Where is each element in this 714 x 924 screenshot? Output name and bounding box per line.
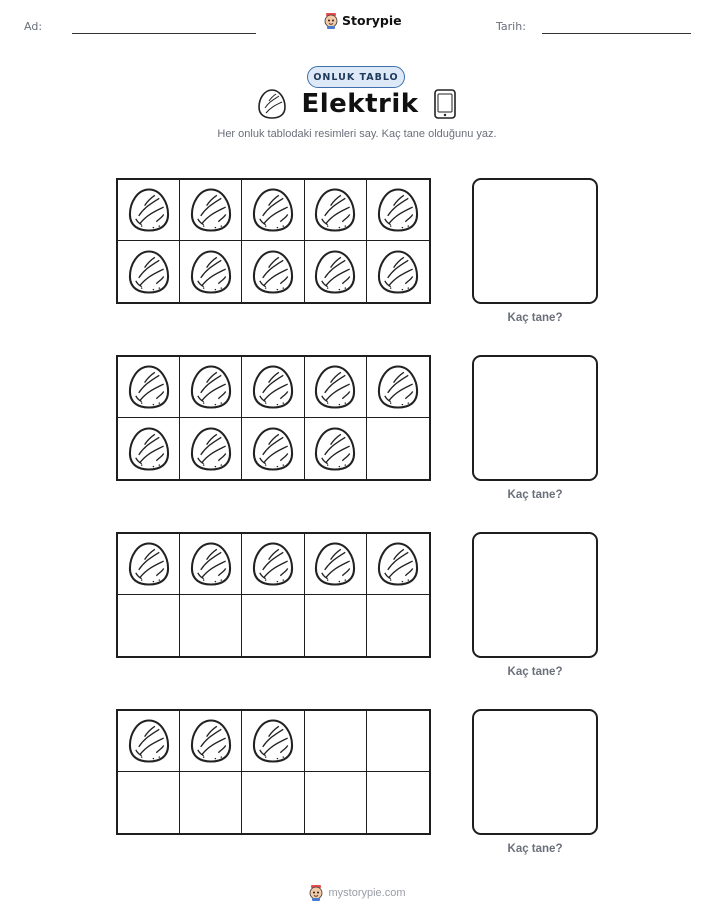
rock-icon	[127, 540, 171, 588]
ten-frame-cell	[305, 772, 367, 833]
ten-frame-cell	[367, 180, 429, 241]
rock-icon	[127, 363, 171, 411]
storypie-mascot-icon	[308, 884, 324, 901]
ten-frame	[116, 709, 431, 835]
answer-label: Kaç tane?	[507, 843, 563, 855]
ten-frame-cell	[242, 357, 304, 418]
name-line[interactable]	[72, 33, 256, 34]
rock-icon	[376, 540, 420, 588]
rock-icon	[189, 363, 233, 411]
ten-frame-cell	[367, 534, 429, 595]
rock-icon	[127, 425, 171, 473]
ten-frame-cell	[118, 418, 180, 479]
ten-frame-cell	[305, 180, 367, 241]
date-label: Tarih:	[496, 20, 526, 33]
ten-frame-cell	[118, 595, 180, 656]
rock-icon	[189, 248, 233, 296]
ten-frame-cell	[242, 711, 304, 772]
ten-frame-cell	[367, 241, 429, 302]
answer-box[interactable]	[472, 178, 598, 304]
storypie-mascot-icon	[323, 12, 339, 29]
ten-frame-cell	[242, 772, 304, 833]
ten-frame-cell	[180, 241, 242, 302]
rock-icon	[127, 717, 171, 765]
rock-icon	[189, 186, 233, 234]
rock-icon	[251, 363, 295, 411]
brand	[323, 12, 402, 29]
rock-icon	[313, 363, 357, 411]
rock-icon	[251, 186, 295, 234]
rock-icon	[189, 540, 233, 588]
rock-icon	[251, 425, 295, 473]
ten-frame-cell	[242, 180, 304, 241]
ten-frame-cell	[118, 711, 180, 772]
ten-frame-cell	[118, 180, 180, 241]
rock-icon	[313, 248, 357, 296]
ten-frame-cell	[305, 711, 367, 772]
ten-frame-cell	[367, 418, 429, 479]
ten-frame-cell	[118, 357, 180, 418]
ten-frame-cell	[242, 418, 304, 479]
ten-frame-cell	[305, 418, 367, 479]
rock-icon	[313, 425, 357, 473]
rock-icon	[251, 248, 295, 296]
ten-frame-cell	[242, 534, 304, 595]
ten-frame	[116, 178, 431, 304]
ten-frame-cell	[367, 357, 429, 418]
ten-frame-cell	[180, 595, 242, 656]
ten-frame-cell	[180, 711, 242, 772]
rock-icon	[376, 186, 420, 234]
ten-frame-cell	[180, 180, 242, 241]
ten-frame-cell	[242, 241, 304, 302]
answer-label: Kaç tane?	[507, 666, 563, 678]
answer-box[interactable]	[472, 532, 598, 658]
ten-frame-cell	[180, 772, 242, 833]
worksheet-type-badge: ONLUK TABLO	[307, 66, 405, 88]
rock-icon	[313, 540, 357, 588]
title-row	[0, 88, 714, 120]
ten-frame-cell	[118, 772, 180, 833]
rock-icon	[313, 186, 357, 234]
ten-frame-cell	[305, 357, 367, 418]
rock-icon	[189, 717, 233, 765]
ten-frame-cell	[367, 711, 429, 772]
rock-icon	[189, 425, 233, 473]
footer	[0, 884, 714, 901]
ten-frame-cell	[305, 241, 367, 302]
ten-frame-cell	[180, 418, 242, 479]
answer-box[interactable]	[472, 355, 598, 481]
ten-frame-cell	[242, 595, 304, 656]
ten-frame-cell	[367, 595, 429, 656]
page-title: Elektrik	[301, 89, 419, 119]
ten-frame-cell	[118, 534, 180, 595]
instructions: Her onluk tablodaki resimleri say. Kaç tane olduğunu yaz.	[217, 128, 497, 140]
footer-url: mystorypie.com	[328, 886, 406, 899]
rock-icon	[376, 248, 420, 296]
rock-icon	[257, 88, 287, 120]
ten-frame-cell	[305, 534, 367, 595]
answer-box[interactable]	[472, 709, 598, 835]
rock-icon	[251, 717, 295, 765]
ten-frame-cell	[367, 772, 429, 833]
ten-frame-cell	[305, 595, 367, 656]
rock-icon	[127, 248, 171, 296]
ten-frame-cell	[180, 357, 242, 418]
ten-frame-cell	[180, 534, 242, 595]
rock-icon	[251, 540, 295, 588]
ten-frame	[116, 355, 431, 481]
ten-frame	[116, 532, 431, 658]
name-label: Ad:	[24, 20, 43, 33]
rock-icon	[127, 186, 171, 234]
brand-name: Storypie	[342, 13, 402, 28]
rock-icon	[376, 363, 420, 411]
answer-label: Kaç tane?	[507, 489, 563, 501]
phone-icon	[433, 88, 457, 120]
answer-label: Kaç tane?	[507, 312, 563, 324]
ten-frame-cell	[118, 241, 180, 302]
date-line[interactable]	[542, 33, 691, 34]
